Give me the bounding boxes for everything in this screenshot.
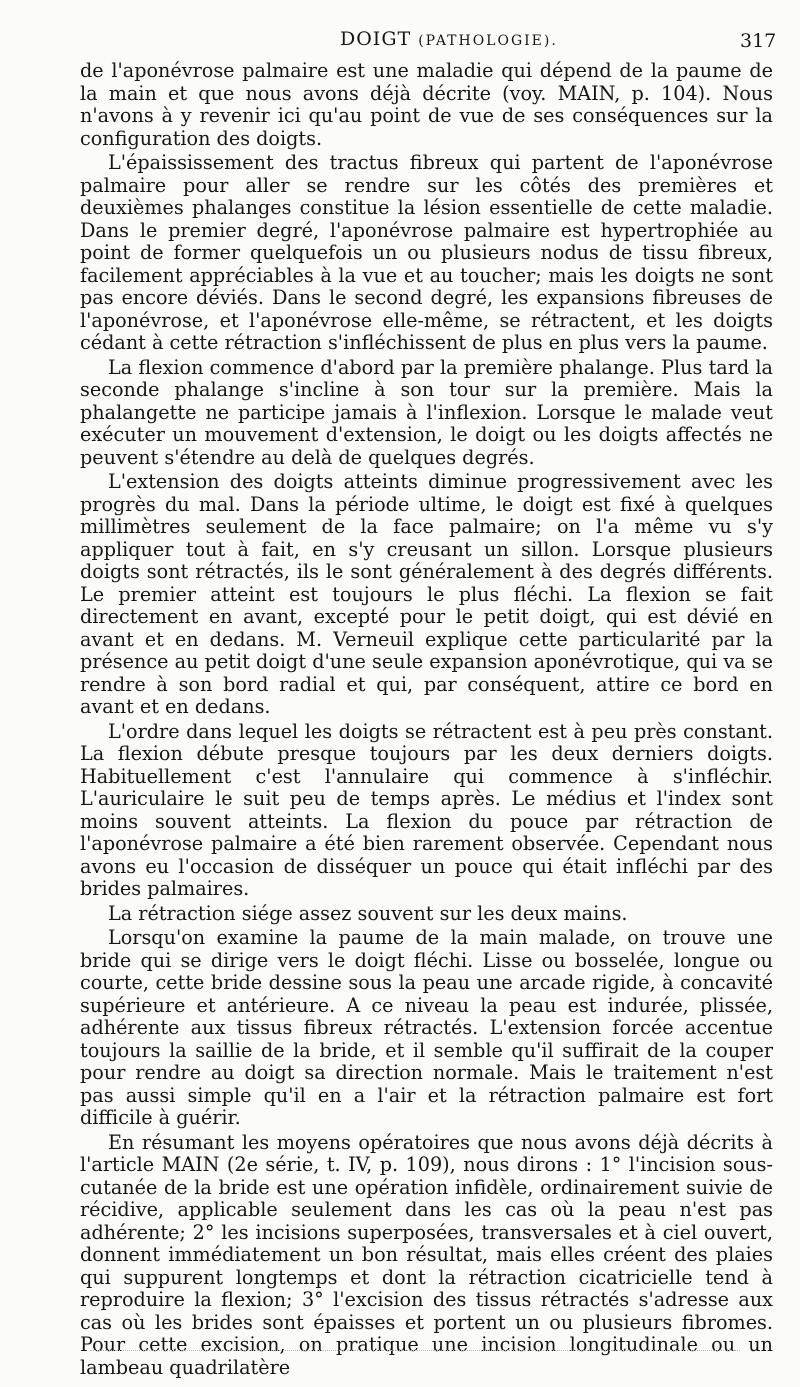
running-title-main: DOIGT [340,28,412,50]
paragraph: La flexion commence d'abord par la première phalange. Plus tard la seconde phalange s'incline à son tour sur la première. Mais la phalangette ne participe jamais à l'inflexion. Lorsque le malade veut exécuter un mouvement d'extension, le doigt ou les doigts affectés ne peuvent s'étendre au delà de quelques degrés. [80,355,773,469]
footer-divider [90,1350,740,1351]
running-title-subtitle: (PATHOLOGIE). [418,33,558,49]
paragraph: La rétraction siége assez souvent sur les deux mains. [108,901,628,925]
paragraph: L'ordre dans lequel les doigts se rétractent est à peu près constant. La flexion débute presque toujours par les deux derniers doigts. Habituellement c'est l'annulaire qui commence à s'infléchir. L'auriculaire le suit peu de temps après. Le médius et l'index sont moins souvent atteints. La flexion du pouce par rétraction de l'aponévrose palmaire a été bien rarement observée. Cependant nous avons eu l'occasion de disséquer un pouce qui était infléchi par des brides palmaires. [80,719,773,900]
paragraph: L'extension des doigts atteints diminue progressivement avec les progrès du mal. Dans la période ultime, le doigt est fixé à quelques millimètres seulement de la face palmaire; on l'a même vu s'y appliquer tout à fait, en s'y creusant un sillon. Lorsque plusieurs doigts sont rétractés, ils le sont généralement à des degrés différents. Le premier atteint est toujours le plus fléchi. La flexion se fait directement en avant, excepté pour le petit doigt, qui est dévié en avant et en dedans. M. Verneuil explique cette particularité par la présence au petit doigt d'une seule expansion aponévrotique, qui va se rendre à son bord radial et qui, par conséquent, attire ce bord en avant et en dedans. [80,470,773,718]
running-header [0,0,800,56]
body-text [80,60,773,1381]
paragraph: Lorsqu'on examine la paume de la main malade, on trouve une bride qui se dirige vers le doigt fléchi. Lisse ou bosselée, longue ou courte, cette bride dessine sous la peau une arcade rigide, à concavité supérieure et antérieure. A ce niveau la peau est indurée, plissée, adhérente aux tissus fibreux rétractés. L'extension forcée accentue toujours la saillie de la bride, et il semble qu'il suffirait de la couper pour rendre au doigt sa direction normale. Mais le traitement n'est pas aussi simple qu'il en a l'air et la rétraction palmaire est fort difficile à guérir. [80,926,773,1129]
paragraph: de l'aponévrose palmaire est une maladie qui dépend de la paume de la main et que nous avons déjà décrite (voy. MAIN, p. 104). Nous n'avons à y revenir ici qu'au point de vue de ses conséquences sur la configuration des doigts. [80,59,773,150]
page-number: 317 [740,30,777,52]
running-title [340,28,558,50]
paragraph: En résumant les moyens opératoires que nous avons déjà décrits à l'article MAIN (2e série, t. IV, p. 109), nous dirons : 1° l'incision sous-cutanée de la bride est une opération infidèle, ordinairement suivie de récidive, applicable seulement dans les cas où la peau n'est pas adhérente; 2° les incisions superposées, transversales et à ciel ouvert, donnent immédiatement un bon résultat, mais elles créent des plaies qui suppurent longtemps et dont la rétraction cicatricielle tend à reproduire la flexion; 3° l'excision des tissus rétractés s'adresse aux cas où les brides sont épaisses et portent un ou plusieurs fibromes. Pour cette excision, on pratique une incision longitudinale ou un lambeau quadrilatère [80,1130,773,1379]
paragraph: L'épaississement des tractus fibreux qui partent de l'aponévrose palmaire pour aller se rendre sur les côtés des premières et deuxièmes phalanges constitue la lésion essentielle de cette maladie. Dans le premier degré, l'aponévrose palmaire est hypertrophiée au point de former quelquefois un ou plusieurs nodus de tissu fibreux, facilement appréciables à la vue et au toucher; mais les doigts ne sont pas encore déviés. Dans le second degré, les expansions fibreuses de l'aponévrose, et l'aponévrose elle-même, se rétractent, et les doigts cédant à cette rétraction s'infléchissent de plus en plus vers la paume. [80,151,773,354]
